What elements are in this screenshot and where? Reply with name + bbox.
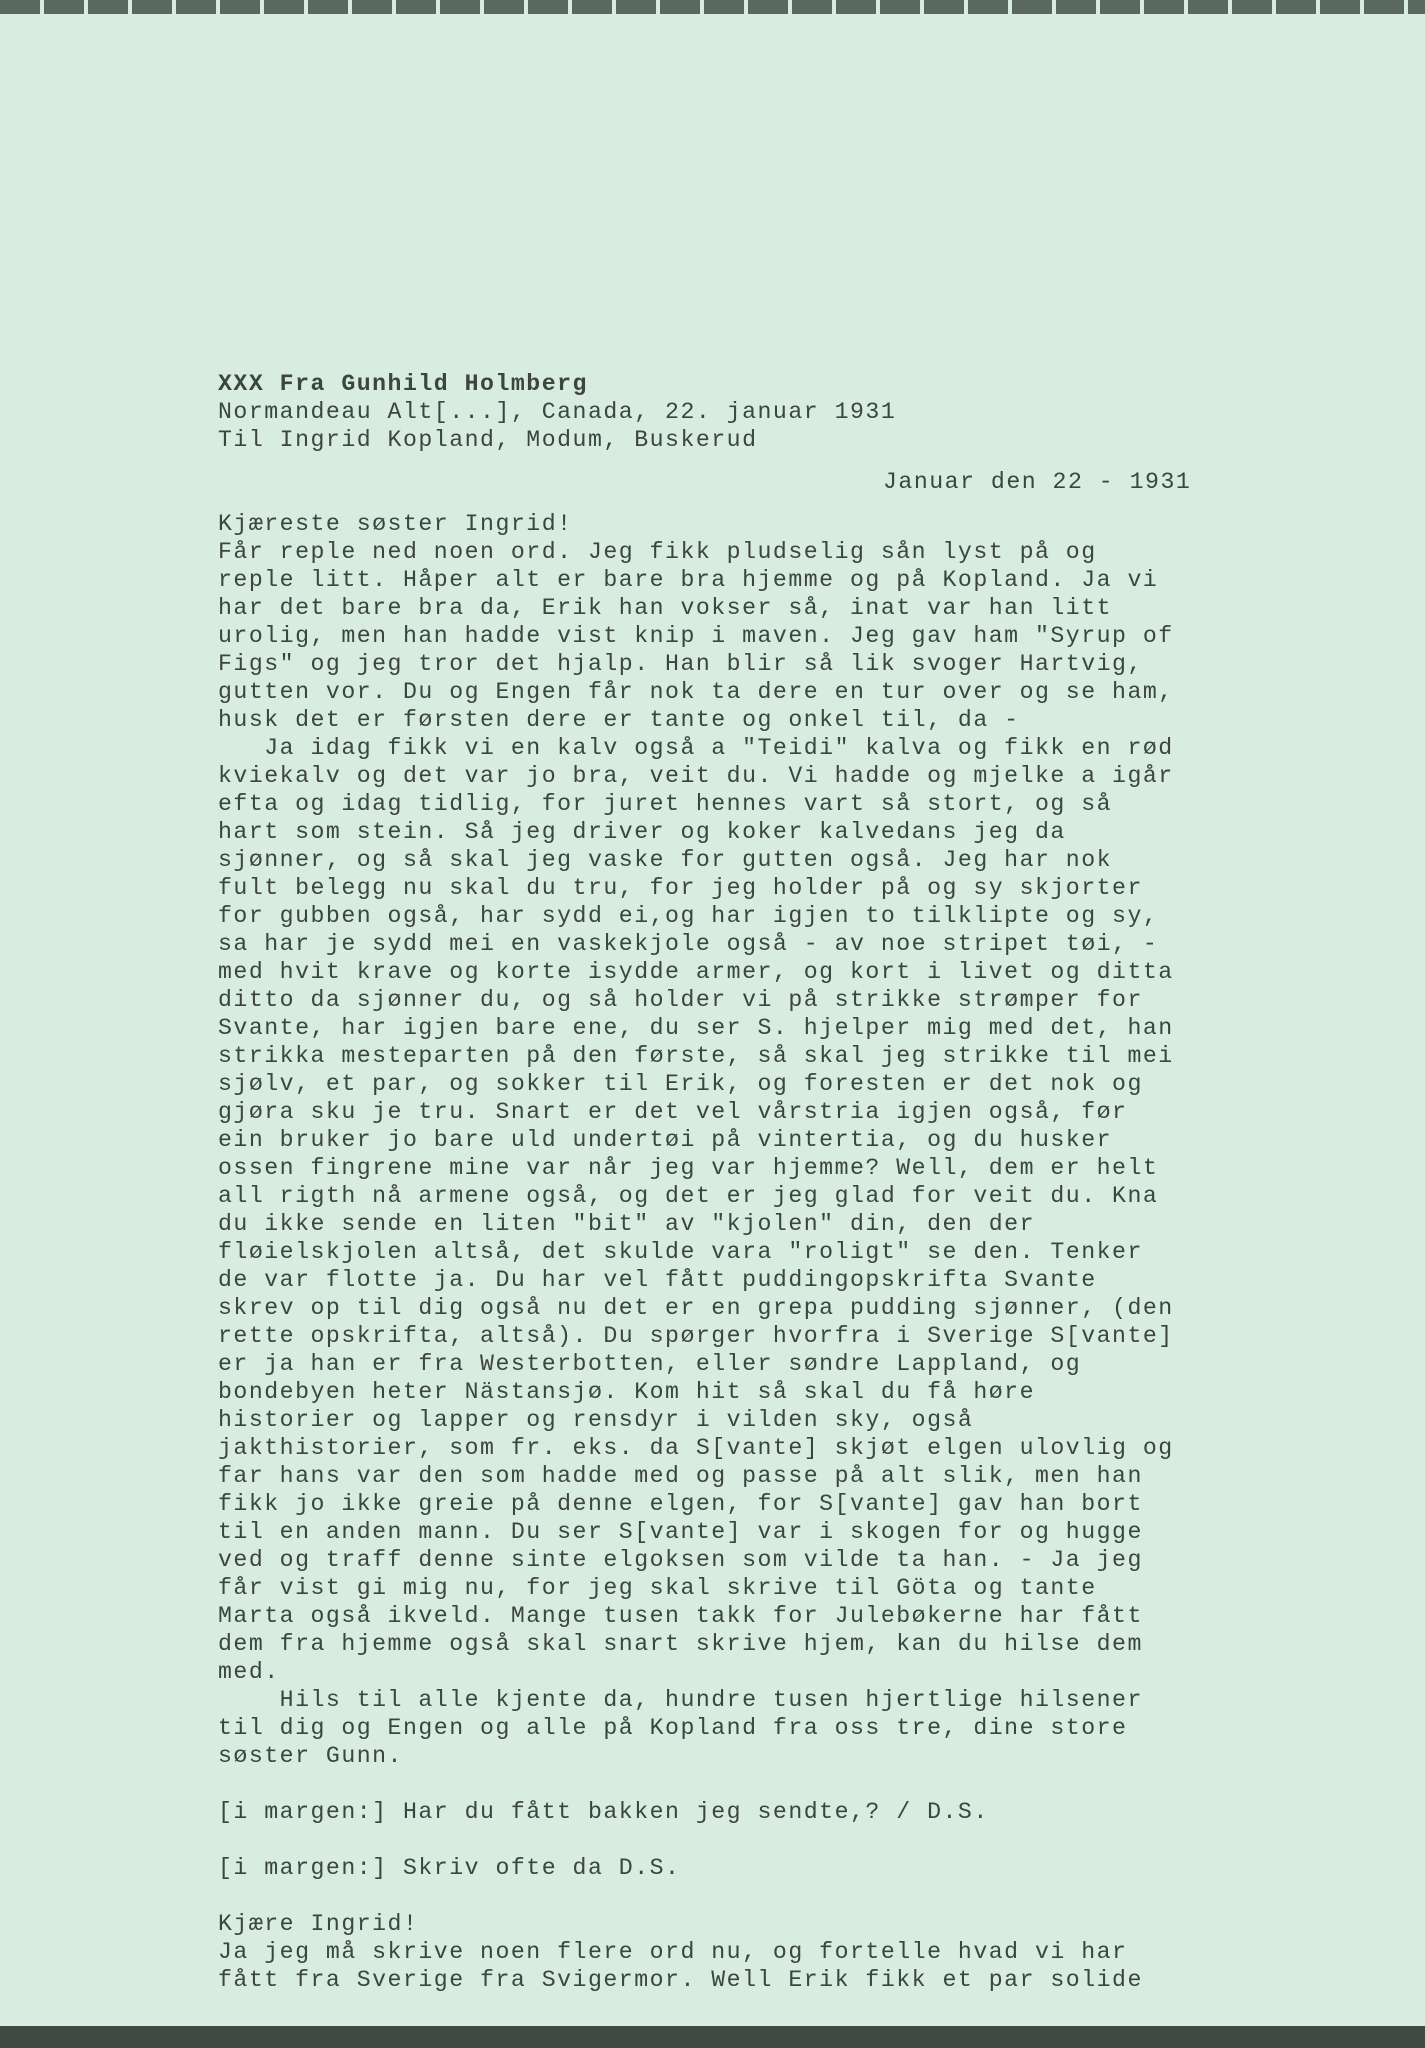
scan-edge-top — [0, 0, 1425, 14]
text-line: Kjære Ingrid! — [218, 1911, 419, 1937]
text-line: urolig, men han hadde vist knip i maven. Jeg gav ham "Syrup of — [218, 623, 1174, 649]
text-line: far hans var den som hadde med og passe på alt slik, men han — [218, 1463, 1143, 1489]
text-line: Marta også ikveld. Mange tusen takk for Julebøkerne har fått — [218, 1603, 1143, 1629]
text-line: du ikke sende en liten "bit" av "kjolen" din, den der — [218, 1211, 1035, 1237]
text-line: gjøra sku je tru. Snart er det vel vårstria igjen også, før — [218, 1099, 1128, 1125]
letter-body — [218, 370, 1258, 1994]
text-line: fått fra Sverige fra Svigermor. Well Erik fikk et par solide — [218, 1967, 1143, 1993]
text-line: skrev op til dig også nu det er en grepa pudding sjønner, (den — [218, 1295, 1174, 1321]
text-line: Ja idag fikk vi en kalv også a "Teidi" kalva og fikk en rød — [218, 735, 1174, 761]
text-line: Svante, har igjen bare ene, du ser S. hjelper mig med det, han — [218, 1015, 1174, 1041]
text-line: Figs" og jeg tror det hjalp. Han blir så lik svoger Hartvig, — [218, 651, 1143, 677]
text-line: søster Gunn. — [218, 1743, 403, 1769]
text-line: strikka mesteparten på den første, så skal jeg strikke til mei — [218, 1043, 1174, 1069]
text-line: til en anden mann. Du ser S[vante] var i skogen for og hugge — [218, 1519, 1143, 1545]
text-line: til dig og Engen og alle på Kopland fra oss tre, dine store — [218, 1715, 1128, 1741]
margin-note: [i margen:] Har du fått bakken jeg sendte,? / D.S. — [218, 1799, 989, 1825]
text-line: efta og idag tidlig, for juret hennes vart så stort, og så — [218, 791, 1113, 817]
letter-origin: Normandeau Alt[...], Canada, 22. januar 1931 — [218, 399, 897, 425]
text-line: ein bruker jo bare uld undertøi på vintertia, og du husker — [218, 1127, 1113, 1153]
text-line: Hils til alle kjente da, hundre tusen hjertlige hilsener — [218, 1687, 1143, 1713]
text-line: bondebyen heter Nästansjø. Kom hit så skal du få høre — [218, 1379, 1035, 1405]
text-line: de var flotte ja. Du har vel fått puddingopskrifta Svante — [218, 1267, 1097, 1293]
text-line: med. — [218, 1659, 280, 1685]
text-line: med hvit krave og korte isydde armer, og kort i livet og ditta — [218, 959, 1174, 985]
text-line: gutten vor. Du og Engen får nok ta dere en tur over og se ham, — [218, 679, 1174, 705]
text-line: hart som stein. Så jeg driver og koker kalvedans jeg da — [218, 819, 1066, 845]
text-line: sjønner, og så skal jeg vaske for gutten også. Jeg har nok — [218, 847, 1113, 873]
scan-edge-bottom — [0, 2026, 1425, 2048]
letter-heading: XXX Fra Gunhild Holmberg — [218, 371, 588, 397]
text-line: ditto da sjønner du, og så holder vi på strikke strømper for — [218, 987, 1143, 1013]
text-line: sjølv, et par, og sokker til Erik, og foresten er det nok og — [218, 1071, 1143, 1097]
second-letter-text — [218, 1910, 1258, 1994]
text-line: ved og traff denne sinte elgoksen som vilde ta han. - Ja jeg — [218, 1547, 1143, 1573]
text-line: kviekalv og det var jo bra, veit du. Vi hadde og mjelke a igår — [218, 763, 1174, 789]
text-line: fløielskjolen altså, det skulde vara "roligt" se den. Tenker — [218, 1239, 1143, 1265]
text-line: fikk jo ikke greie på denne elgen, for S[vante] gav han bort — [218, 1491, 1143, 1517]
text-line: sa har je sydd mei en vaskekjole også - av noe stripet tøi, - — [218, 931, 1159, 957]
text-line: rette opskrifta, altså). Du spørger hvorfra i Sverige S[vante] — [218, 1323, 1174, 1349]
text-line: Kjæreste søster Ingrid! — [218, 511, 573, 537]
text-line: Får reple ned noen ord. Jeg fikk pludselig sån lyst på og — [218, 539, 1097, 565]
letter-recipient: Til Ingrid Kopland, Modum, Buskerud — [218, 427, 758, 453]
text-line: for gubben også, har sydd ei,og har igjen to tilklipte og sy, — [218, 903, 1159, 929]
text-line: dem fra hjemme også skal snart skrive hjem, kan du hilse dem — [218, 1631, 1143, 1657]
text-line: ossen fingrene mine var når jeg var hjemme? Well, dem er helt — [218, 1155, 1159, 1181]
text-line: fult belegg nu skal du tru, for jeg holder på og sy skjorter — [218, 875, 1143, 901]
text-line: historier og lapper og rensdyr i vilden sky, også — [218, 1407, 974, 1433]
text-line: Ja jeg må skrive noen flere ord nu, og fortelle hvad vi har — [218, 1939, 1128, 1965]
text-line: reple litt. Håper alt er bare bra hjemme og på Kopland. Ja vi — [218, 567, 1159, 593]
text-line: jakthistorier, som fr. eks. da S[vante] skjøt elgen ulovlig og — [218, 1435, 1174, 1461]
text-line: all rigth nå armene også, og det er jeg glad for veit du. Kna — [218, 1183, 1159, 1209]
margin-note: [i margen:] Skriv ofte da D.S. — [218, 1855, 681, 1881]
letter-text — [218, 510, 1258, 1770]
text-line: har det bare bra da, Erik han vokser så, inat var han litt — [218, 595, 1113, 621]
text-line: er ja han er fra Westerbotten, eller søndre Lappland, og — [218, 1351, 1082, 1377]
text-line: husk det er førsten dere er tante og onkel til, da - — [218, 707, 1020, 733]
text-line: får vist gi mig nu, for jeg skal skrive til Göta og tante — [218, 1575, 1097, 1601]
letter-date: Januar den 22 - 1931 — [883, 469, 1192, 495]
